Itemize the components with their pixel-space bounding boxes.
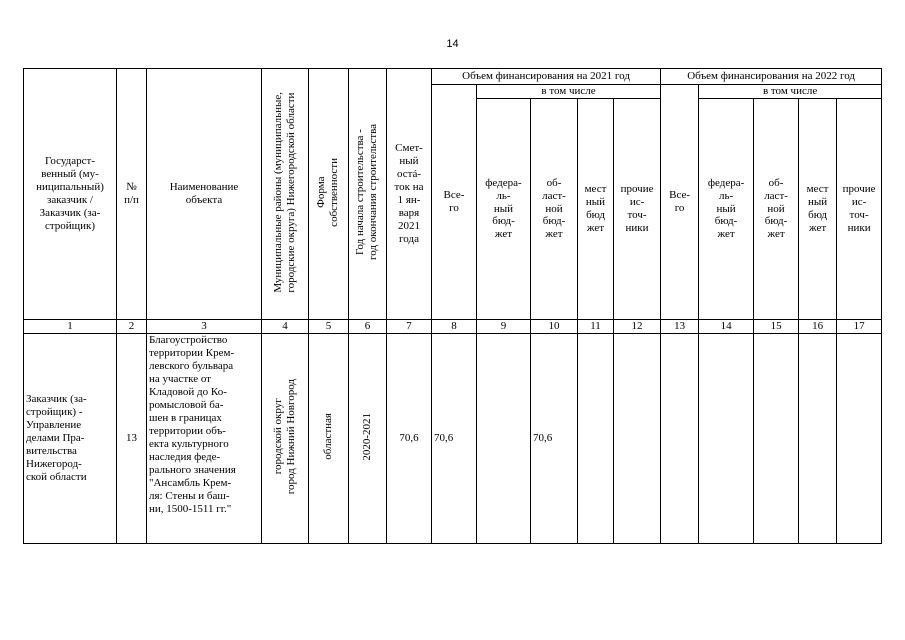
header-regional-2021: об- ласт- ной бюд- жет [531,99,578,320]
header-other-2022: прочие ис- точ- ники [837,99,882,320]
district-cell: городской округ город Нижний Новгород [262,333,309,543]
years-cell: 2020-2021 [349,333,387,543]
header-local-2022: мест ный бюд жет [799,99,837,320]
header-customer: Государст- венный (му- ниципальный) заказчик / Заказчик (за- стройщик) [24,69,117,320]
column-number: 6 [349,320,387,334]
header-funding-2022: Объем финансирования на 2022 год [661,69,882,85]
header-federal-2021: федера- ль- ный бюд- жет [477,99,531,320]
header-including-2022: в том числе [699,85,882,99]
header-including-2021: в том числе [477,85,661,99]
regional-2021-cell: 70,6 [531,333,578,543]
page-number: 14 [446,38,459,50]
federal-2022-cell [699,333,754,543]
object-name-cell: Благоустройство территории Крем- левского бульвара на участке от Кладовой до Ко- ромысловой ба- шен в границах территории объ- екта культурного наследия феде- рального значения "Ансамбль Крем- ля: Стены и баш- ни, 1500-1511 гг." [147,333,262,543]
other-2021-cell [614,333,661,543]
header-total-2022: Все- го [661,85,699,320]
column-number: 1 [24,320,117,334]
column-number: 8 [432,320,477,334]
header-years: Год начала строительства - год окончания строительства [349,69,387,320]
total-2021-cell: 70,6 [432,333,477,543]
header-number: № п/п [117,69,147,320]
regional-2022-cell [754,333,799,543]
header-local-2021: мест ный бюд жет [578,99,614,320]
row-number-cell: 13 [117,333,147,543]
local-2021-cell [578,333,614,543]
column-number: 12 [614,320,661,334]
column-number: 17 [837,320,882,334]
column-number: 10 [531,320,578,334]
header-districts: Муниципальные районы (муниципальные, городские округа) Нижегородской области [262,69,309,320]
header-regional-2022: об- ласт- ной бюд- жет [754,99,799,320]
column-number: 13 [661,320,699,334]
column-number: 5 [309,320,349,334]
column-number: 2 [117,320,147,334]
total-2022-cell [661,333,699,543]
column-number: 16 [799,320,837,334]
ownership-cell: областная [309,333,349,543]
federal-2021-cell [477,333,531,543]
table-row [24,333,882,543]
column-number: 4 [262,320,309,334]
estimate-balance-cell: 70,6 [387,333,432,543]
header-ownership: Форма собственности [309,69,349,320]
header-federal-2022: федера- ль- ный бюд- жет [699,99,754,320]
local-2022-cell [799,333,837,543]
header-object-name: Наименование объекта [147,69,262,320]
header-other-2021: прочие ис- точ- ники [614,99,661,320]
column-number: 3 [147,320,262,334]
column-number: 9 [477,320,531,334]
column-number: 7 [387,320,432,334]
column-number: 14 [699,320,754,334]
financing-table [23,68,882,544]
column-number: 11 [578,320,614,334]
header-funding-2021: Объем финансирования на 2021 год [432,69,661,85]
other-2022-cell [837,333,882,543]
header-total-2021: Все- го [432,85,477,320]
column-numbers-row [24,320,882,334]
column-number: 15 [754,320,799,334]
header-estimate-balance: Смет- ный остá- ток на 1 ян- варя 2021 года [387,69,432,320]
customer-cell: Заказчик (за- стройщик) - Управление делами Пра- вительства Нижегород- ской области [24,333,117,543]
